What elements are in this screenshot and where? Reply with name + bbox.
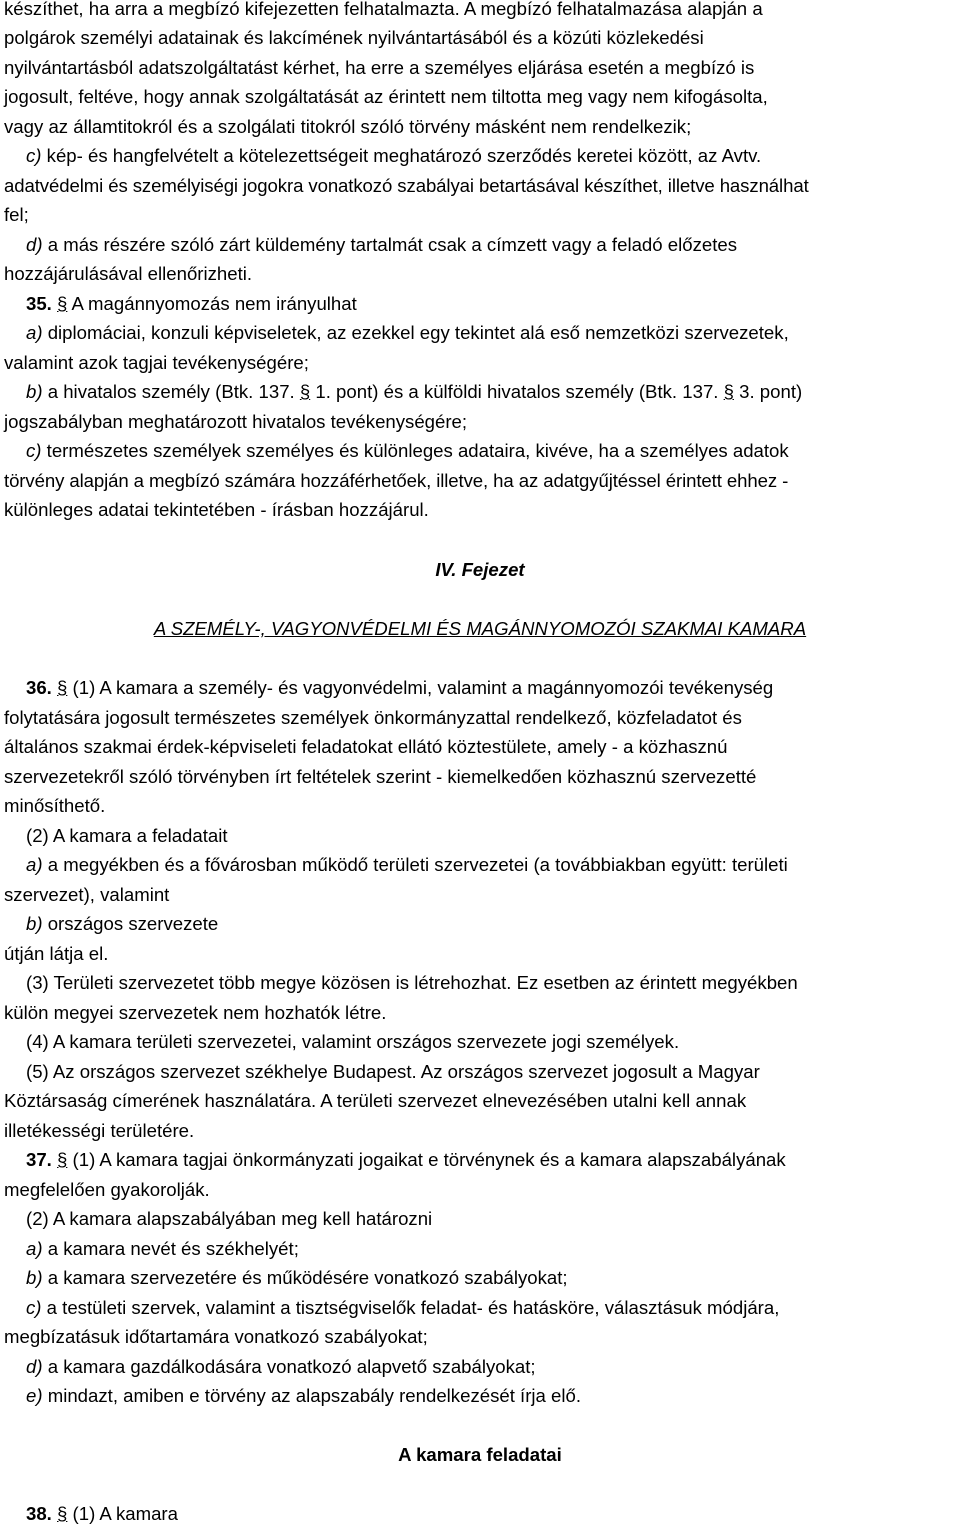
text-line: jogosult, feltéve, hogy annak szolgáltatását az érintett nem tiltotta meg vagy nem kifogásolta, — [4, 86, 768, 107]
text-line — [26, 912, 952, 936]
text-line: szervezetekről szóló törvényben írt feltételek szerint - kiemelkedően közhasznú szervezetté — [4, 766, 757, 787]
subheading: A kamara feladatai — [398, 1444, 562, 1465]
item-marker: a) — [26, 854, 43, 875]
text-line: megfelelően gyakorolják. — [4, 1179, 210, 1200]
item-text: a kamara szervezetére és működésére vonatkozó szabályokat; — [42, 1267, 568, 1288]
text-line — [26, 380, 952, 404]
text-line: megbízatásuk időtartamára vonatkozó szabályokat; — [4, 1326, 428, 1347]
item-text: a testületi szervek, valamint a tisztségviselők feladat- és hatásköre, választásuk módjára, — [41, 1297, 780, 1318]
section-text: (1) A kamara — [67, 1503, 178, 1524]
text-line: külön megyei szervezetek nem hozhatók létre. — [4, 1002, 387, 1023]
item-text: mindazt, amiben e törvény az alapszabály rendelkezését írja elő. — [42, 1385, 582, 1406]
item-text: diplomáciai, konzuli képviseletek, az ezekkel egy tekintet alá eső nemzetközi szervezetek, — [42, 322, 789, 343]
text-line: valamint azok tagjai tevékenységére; — [4, 352, 309, 373]
text-line — [26, 853, 952, 877]
section-text: (1) A kamara a személy- és vagyonvédelmi, valamint a magánnyomozói tevékenység — [67, 677, 774, 698]
text-line: (4) A kamara területi szervezetei, valamint országos szervezete jogi személyek. — [26, 1031, 680, 1052]
text-line: polgárok személyi adatainak és lakcímének nyilvántartásából és a közúti közlekedési — [4, 27, 704, 48]
text-line: hozzájárulásával ellenőrizheti. — [4, 263, 253, 284]
item-marker: d) — [26, 234, 43, 255]
text-line: útján látja el. — [4, 943, 109, 964]
section-37 — [26, 1148, 952, 1172]
text-line: nyilvántartásból adatszolgáltatást kérhet, ha erre a személyes eljárása esetén a megbízó is — [4, 57, 755, 78]
section-text: (1) A kamara tagjai önkormányzati jogaikat e törvénynek és a kamara alapszabályának — [67, 1149, 786, 1170]
item-text: a más részére szóló zárt küldemény tartalmát csak a címzett vagy a feladó előzetes — [42, 234, 738, 255]
text-line: Köztársaság címerének használatára. A területi szervezet elnevezésében utalni kell annak — [4, 1090, 747, 1111]
item-text: a kamara gazdálkodására vonatkozó alapvető szabályokat; — [42, 1356, 536, 1377]
item-marker: e) — [26, 1385, 43, 1406]
section-number: 35. — [26, 293, 52, 314]
item-marker: b) — [26, 1267, 43, 1288]
text-line — [26, 1296, 952, 1320]
item-text: 1. pont) és a külföldi hivatalos személy (Btk. 137. — [310, 381, 724, 402]
section-link[interactable]: § — [57, 1503, 68, 1524]
chapter-heading: IV. Fejezet — [435, 559, 525, 580]
text-line — [26, 439, 952, 463]
item-marker: a) — [26, 322, 43, 343]
text-line: különleges adatai tekintetében - írásban hozzájárul. — [4, 499, 429, 520]
item-marker: a) — [26, 1238, 43, 1259]
section-link[interactable]: § — [299, 381, 311, 402]
text-line: törvény alapján a megbízó számára hozzáférhetőek, illetve, ha az adatgyűjtéssel érintett ehhez - — [4, 470, 789, 491]
section-text: A magánnyomozás nem irányulhat — [67, 293, 357, 314]
section-number: 36. — [26, 677, 52, 698]
section-number: 37. — [26, 1149, 52, 1170]
text-line: általános szakmai érdek-képviseleti feladatokat ellátó köztestülete, amely - a közhasznú — [4, 736, 728, 757]
section-38 — [26, 1502, 952, 1526]
text-line: jogszabályban meghatározott hivatalos tevékenységére; — [4, 411, 468, 432]
text-line: készíthet, ha arra a megbízó kifejezetten felhatalmazta. A megbízó felhatalmazása alapján a — [4, 0, 763, 19]
section-35 — [26, 292, 952, 316]
item-marker: b) — [26, 381, 43, 402]
text-line — [26, 144, 952, 168]
chapter-title: A SZEMÉLY-, VAGYONVÉDELMI ÉS MAGÁNNYOMOZÓI SZAKMAI KAMARA — [153, 618, 807, 639]
section-link[interactable]: § — [57, 677, 68, 698]
text-line — [26, 1266, 952, 1290]
text-line: vagy az államtitokról és a szolgálati titokról szóló törvény másként nem rendelkezik; — [4, 116, 692, 137]
item-marker: c) — [26, 440, 42, 461]
text-line — [26, 1355, 952, 1379]
text-line: (5) Az országos szervezet székhelye Budapest. Az országos szervezet jogosult a Magyar — [26, 1061, 760, 1082]
item-marker: b) — [26, 913, 43, 934]
text-line: minősíthető. — [4, 795, 106, 816]
item-text: a hivatalos személy (Btk. 137. — [42, 381, 300, 402]
text-line: (2) A kamara a feladatait — [26, 825, 228, 846]
text-line: folytatására jogosult természetes személyek önkormányzattal rendelkező, közfeladatot és — [4, 707, 742, 728]
item-text: a megyékben és a fővárosban működő területi szervezetei (a továbbiakban együtt: területi — [42, 854, 788, 875]
text-line: szervezet), valamint — [4, 884, 170, 905]
text-line — [26, 321, 952, 345]
text-line: adatvédelmi és személyiségi jogokra vonatkozó szabályai betartásával készíthet, illetve használhat — [4, 175, 809, 196]
item-text: a kamara nevét és székhelyét; — [42, 1238, 299, 1259]
item-marker: c) — [26, 1297, 42, 1318]
text-line: (2) A kamara alapszabályában meg kell határozni — [26, 1208, 433, 1229]
item-marker: c) — [26, 145, 42, 166]
section-number: 38. — [26, 1503, 52, 1524]
item-text: 3. pont) — [733, 381, 803, 402]
section-36 — [26, 676, 952, 700]
text-line — [26, 1237, 952, 1261]
section-link[interactable]: § — [57, 293, 68, 314]
item-text: kép- és hangfelvételt a kötelezettségeit meghatározó szerződés keretei között, az Avtv. — [41, 145, 762, 166]
text-line: illetékességi területére. — [4, 1120, 195, 1141]
text-line — [26, 1384, 952, 1408]
text-line: (3) Területi szervezetet több megye közösen is létrehozhat. Ez esetben az érintett megyékben — [26, 972, 798, 993]
item-text: természetes személyek személyes és különleges adataira, kivéve, ha a személyes adatok — [41, 440, 789, 461]
text-line: fel; — [4, 204, 29, 225]
section-link[interactable]: § — [723, 381, 734, 402]
text-line — [26, 233, 952, 257]
item-text: országos szervezete — [42, 913, 219, 934]
item-marker: d) — [26, 1356, 43, 1377]
section-link[interactable]: § — [57, 1149, 68, 1170]
